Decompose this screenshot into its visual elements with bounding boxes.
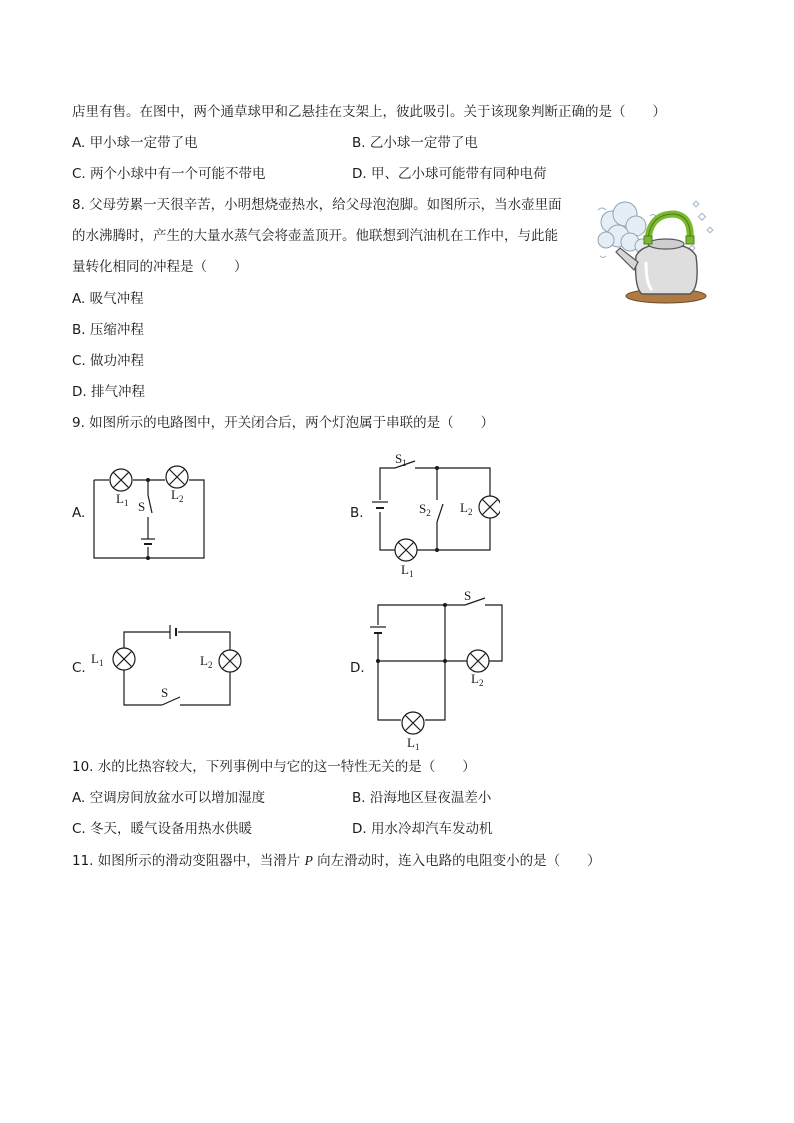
svg-text:L1: $L_1$ [401,562,414,579]
q10-option-d: D. 用水冷却汽车发动机 [352,821,493,837]
svg-text:S: S [138,499,146,514]
svg-text:L2: $L_2$ [471,671,484,688]
svg-text:S2: $S_2$ [419,501,431,518]
kettle-illustration [590,196,720,308]
svg-text:S1: $S_1$ [395,451,407,468]
circuit-diagram-d [365,585,515,750]
q7-option-b: B. 乙小球一定带了电 [352,135,478,151]
q8-stem-line3: 量转化相同的冲程是（ ） [72,259,248,275]
q8-option-a: A. 吸气冲程 [72,291,144,307]
q10-option-a: A. 空调房间放盆水可以增加湿度 [72,790,266,806]
svg-text:L1: $L_1$ [91,651,104,668]
q11-variable-p: P [304,853,313,868]
q8-option-d: D. 排气冲程 [72,384,145,400]
circuit-diagram-b [365,450,500,580]
q10-option-b: B. 沿海地区昼夜温差小 [352,790,492,806]
svg-text:S: S [161,685,169,700]
svg-text:S: S [464,588,472,603]
q8-option-c: C. 做功冲程 [72,353,145,369]
bulb-l2-icon [467,650,489,672]
q9-option-b-label: B. [350,505,364,521]
bulb-l2-icon [479,496,500,518]
q9-option-a-label: A. [72,505,86,521]
q8-stem-line2: 的水沸腾时，产生的大量水蒸气会将壶盖顶开。他联想到汽油机在工作中，与此能 [72,228,558,244]
q7-option-a: A. 甲小球一定带了电 [72,135,198,151]
svg-text:L1: $L_1$ [407,735,420,750]
q9-stem: 9. 如图所示的电路图中，开关闭合后，两个灯泡属于串联的是（ ） [72,415,495,431]
q9-option-d-label: D. [350,660,365,676]
circuit-diagram-c [88,615,248,715]
circuit-diagram-a [85,455,215,565]
q10-stem: 10. 水的比热容较大，下列事例中与它的这一特性无关的是（ ） [72,759,476,775]
q7-option-d: D. 甲、乙小球可能带有同种电荷 [352,166,547,182]
svg-text:L2: $L_2$ [200,653,213,670]
bulb-l2-icon [219,650,241,672]
bulb-l2-icon [166,466,188,488]
bulb-l1-icon [395,539,417,561]
q11-stem: 11. 如图所示的滑动变阻器中，当滑片 P 向左滑动时，连入电路的电阻变小的是（ ） [72,853,601,869]
bulb-l1-icon [110,469,132,491]
bulb-l1-icon [113,648,135,670]
q8-option-b: B. 压缩冲程 [72,322,144,338]
svg-text:L2: $L_2$ [460,500,473,517]
svg-text:L1: $L_1$ [116,491,129,508]
q9-option-c-label: C. [72,660,86,676]
q7-stem: 店里有售。在图中，两个通草球甲和乙悬挂在支架上，彼此吸引。关于该现象判断正确的是（ ） [72,104,666,120]
q7-option-c: C. 两个小球中有一个可能不带电 [72,166,266,182]
q10-option-c: C. 冬天，暖气设备用热水供暖 [72,821,253,837]
q8-stem-line1: 8. 父母劳累一天很辛苦，小明想烧壶热水，给父母泡泡脚。如图所示，当水壶里面 [72,197,562,213]
svg-text:L2: $L_2$ [171,487,184,504]
bulb-l1-icon [402,712,424,734]
